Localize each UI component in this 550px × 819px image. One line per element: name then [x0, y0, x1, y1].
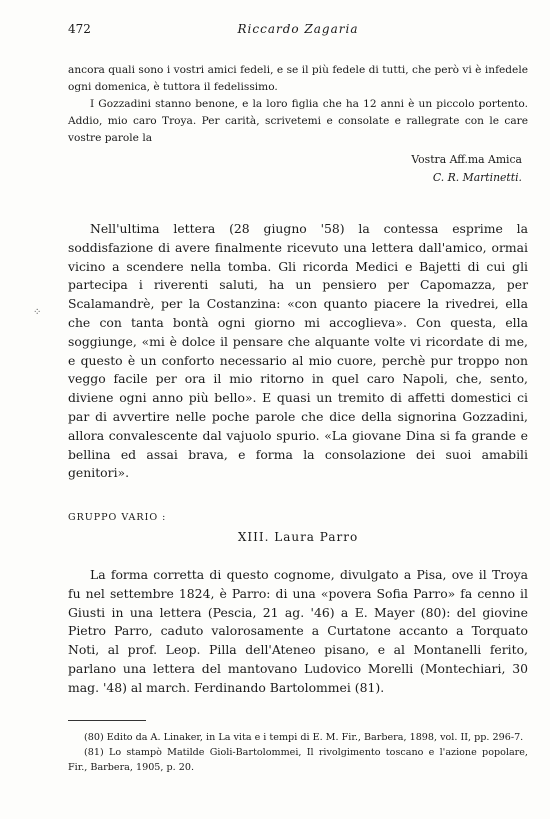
body-section — [68, 220, 528, 483]
group-label: GRUPPO VARIO : — [68, 512, 167, 523]
letter-closing: Vostra Aff.ma Amica — [411, 153, 522, 166]
page-header — [68, 22, 528, 42]
footnotes — [68, 730, 528, 775]
margin-mark: ⁘ — [33, 307, 42, 318]
letter-lines: ancora quali sono i vostri amici fedeli, e se il più fedele di tutti, che però vi è infedele ogni domenica, è tuttora il fedelissimo. — [68, 64, 528, 93]
letter-end — [68, 62, 528, 187]
page-number: 472 — [68, 22, 91, 36]
footnote-rule — [68, 720, 146, 721]
body-paragraph: Nell'ultima lettera (28 giugno '58) la contessa esprime la soddisfazione di avere finalmente ricevuto una lettera dall'amico, ormai vicino a scendere nella tomba. Gli ricorda Medici e Bajetti di cui gli partecipa i riverenti saluti, ha un pensiero per Capomazza, per Scalamandrè, per la Costanzina: «con quanto piacere la rivedrei, ella che con tanta bontà ogni giorno mi accoglieva». Con questa, ella soggiunge, «mi è dolce il pensare che alquante volte vi ricordate di me, e questo è un conforto necessario al mio cuore, perchè pur troppo non veggo facile per ora il mio ritorno in quel caro Napoli, che, sento, diviene ogni anno più bello». E quasi un tremito di affetti domestici ci par di avvertire nelle poche parole che dice della signorina Gozzadini, allora convalescente dal vajuolo spurio. «La giovane Dina si fa grande e bellina ed assai brava, e forma la consolazione dei suoi amabili genitori». — [68, 221, 528, 481]
letter-paragraph: I Gozzadini stanno benone, e la loro figlia che ha 12 anni è un piccolo portento. Addio, mio caro Troya. Per carità, scrivetemi e consolate e rallegrate con le care vostre parole la — [68, 98, 528, 144]
section-body — [68, 566, 528, 698]
section-heading — [68, 530, 528, 544]
group-heading — [68, 512, 528, 523]
running-head: Riccardo Zagaria — [237, 22, 359, 36]
footnote-81: (81) Lo stampò Matilde Gioli-Bartolommei, Il rivolgimento toscano e l'azione popolare, Fir., Barbera, 1905, p. 20. — [68, 747, 528, 773]
letter-signature: C. R. Martinetti. — [432, 171, 522, 184]
footnote-80: (80) Edito da A. Linaker, in La vita e i tempi di E. M. Fir., Barbera, 1898, vol. II, pp. 296-7. — [84, 732, 524, 743]
section-paragraph: La forma corretta di questo cognome, divulgato a Pisa, ove il Troya fu nel settembre 1824, è Parro: di una «povera Sofia Parro» fa cenno il Giusti in una lettera (Pescia, 21 ag. '46) a E. Mayer (80): del giovine Pietro Parro, caduto valorosamente a Curtatone accanto a Torquato Noti, al prof. Leop. Pilla dell'Ateneo pisano, e al Montanelli ferito, parlano una lettera del mantovano Ludovico Morelli (Montechiari, 30 mag. '48) al march. Ferdinando Bartolommei (81). — [68, 567, 528, 695]
section-title: XIII. Laura Parro — [237, 530, 359, 544]
